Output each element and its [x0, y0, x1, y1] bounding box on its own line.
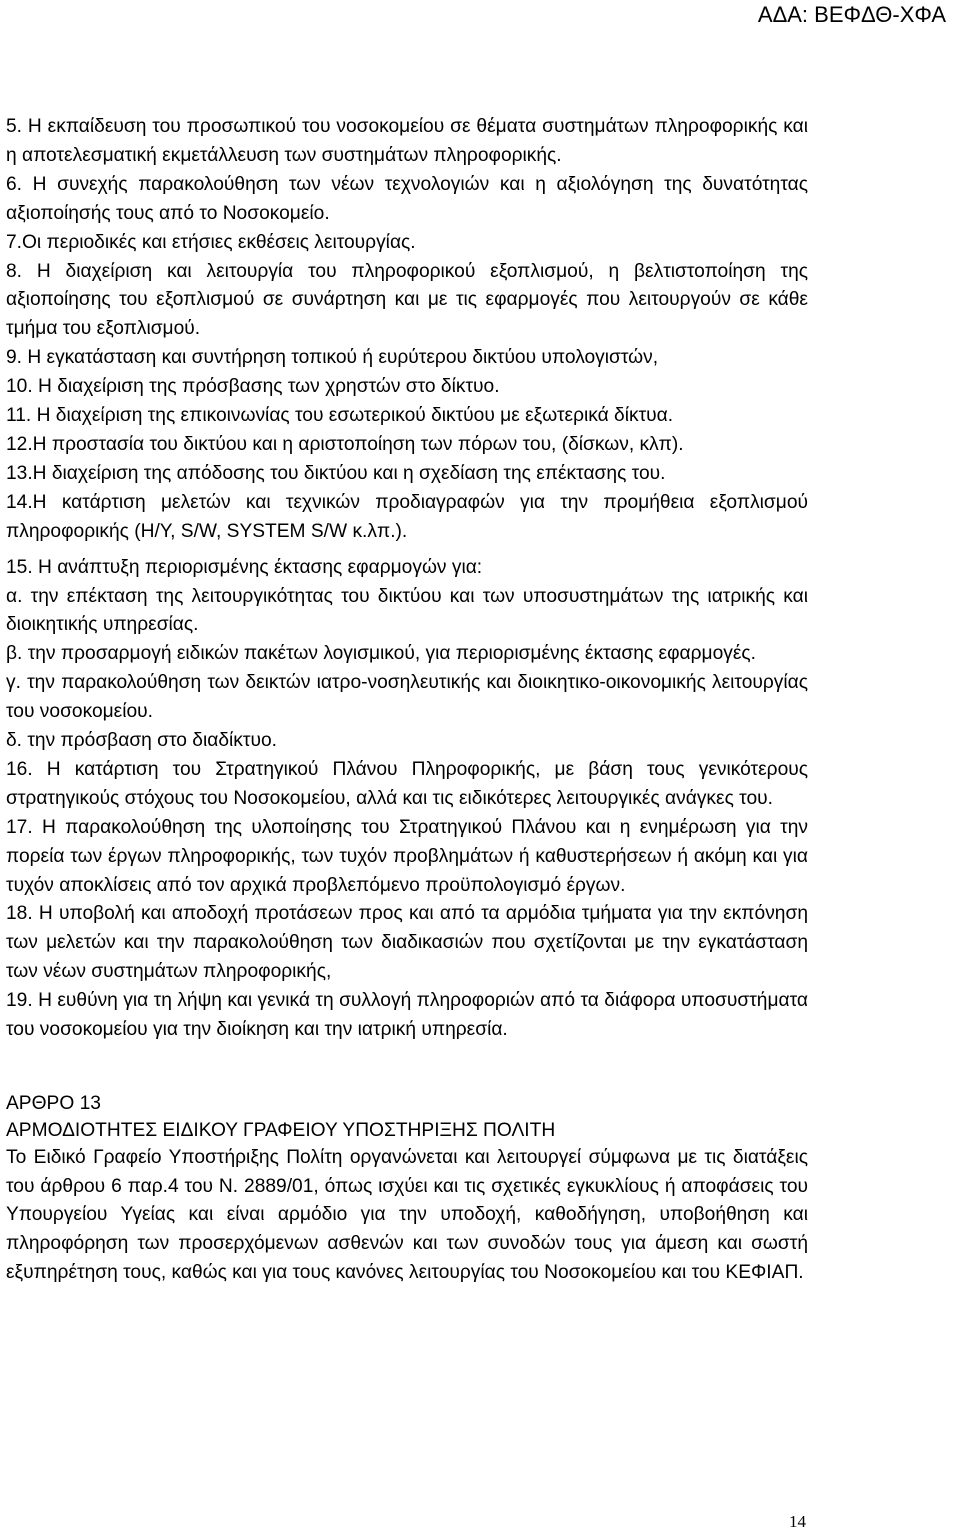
list-item: 19. Η ευθύνη για τη λήψη και γενικά τη συλλογή πληροφοριών από τα διάφορα υποσυστήματα του νοσοκομείου για την διοίκηση και την ιατρική υπηρεσία.: [6, 990, 808, 1041]
article-heading: ΑΡΘΡΟ 13: [6, 1093, 101, 1114]
list-item: 9. Η εγκατάσταση και συντήρηση τοπικού ή ευρύτερου δικτύου υπολογιστών,: [6, 347, 659, 369]
list-item: 18. Η υποβολή και αποδοχή προτάσεων προς και από τα αρμόδια τμήματα για την εκπόνηση των μελετών και την παρακολούθηση των διαδικασιών που σχετίζονται με την εγκατάσταση των νέων συστημάτων πληροφορικής,: [6, 903, 808, 983]
document-body: [6, 113, 808, 1288]
page-number: 14: [789, 1512, 806, 1531]
list-item: 15. Η ανάπτυξη περιορισμένης έκτασης εφαρμογών για:: [6, 556, 483, 578]
list-item: 7.Οι περιοδικές και ετήσιες εκθέσεις λειτουργίας.: [6, 231, 416, 253]
list-item: 14.Η κατάρτιση μελετών και τεχνικών προδιαγραφών για την προμήθεια εξοπλισμού πληροφορικής (Η/Υ, S/W, SYSTEM S/W κ.λπ.).: [6, 491, 808, 542]
list-item: 8. Η διαχείριση και λειτουργία του πληροφορικού εξοπλισμού, η βελτιστοποίηση της αξιοποίησης του εξοπλισμού σε συνάρτηση και με τις εφαρμογές που λειτουργούν σε κάθε τμήμα του εξοπλισμού.: [6, 260, 808, 340]
article-title: ΑΡΜΟΔΙΟΤΗΤΕΣ ΕΙΔΙΚΟΥ ΓΡΑΦΕΙΟΥ ΥΠΟΣΤΗΡΙΞΗΣ ΠΟΛΙΤΗ: [6, 1120, 556, 1141]
article-body: Το Ειδικό Γραφείο Υποστήριξης Πολίτη οργανώνεται και λειτουργεί σύμφωνα με τις διατάξεις του άρθρου 6 παρ.4 του Ν. 2889/01, όπως ισχύει και τις σχετικές εγκυκλίους ή αποφάσεις του Υπουργείου Υγείας και είναι αρμόδιο για την υποδοχή, καθοδήγηση, υποβοήθηση και πληροφόρηση των προσερχόμενων ασθενών και των συνοδών τους για άμεση και σωστή εξυπηρέτηση τους, καθώς και για τους κανόνες λειτουργίας του Νοσοκομείου και του ΚΕΦΙΑΠ.: [6, 1147, 808, 1283]
list-subitem: α. την επέκταση της λειτουργικότητας του δικτύου και των υποσυστημάτων της ιατρικής και διοικητικής υπηρεσίας.: [6, 585, 808, 636]
list-subitem: δ. την πρόσβαση στο διαδίκτυο.: [6, 730, 277, 752]
document-code-header: ΑΔΑ: ΒΕΦΔΘ-ΧΦΑ: [757, 2, 946, 27]
list-item: 6. Η συνεχής παρακολούθηση των νέων τεχνολογιών και η αξιολόγηση της δυνατότητας αξιοποίησής τους από το Νοσοκομείο.: [6, 173, 808, 224]
list-subitem: β. την προσαρμογή ειδικών πακέτων λογισμικού, για περιορισμένης έκτασης εφαρμογές.: [6, 643, 756, 665]
list-item: 17. Η παρακολούθηση της υλοποίησης του Στρατηγικού Πλάνου και η ενημέρωση για την πορεία των έργων πληροφορικής, των τυχόν προβλημάτων ή καθυστερήσεων ή ακόμη και για τυχόν αποκλίσεις από τον αρχικά προβλεπόμενο προϋπολογισμό έργων.: [6, 816, 808, 896]
list-subitem: γ. την παρακολούθηση των δεικτών ιατρο-νοσηλευτικής και διοικητικο-οικονομικής λειτουργίας του νοσοκομείου.: [6, 672, 808, 723]
list-item: 12.Η προστασία του δικτύου και η αριστοποίηση των πόρων του, (δίσκων, κλπ).: [6, 433, 684, 455]
list-item: 13.Η διαχείριση της απόδοσης του δικτύου και η σχεδίαση της επέκτασης του.: [6, 462, 666, 484]
article-section: [6, 1090, 808, 1144]
list-item: 16. Η κατάρτιση του Στρατηγικού Πλάνου Πληροφορικής, με βάση τους γενικότερους στρατηγικούς στόχους του Νοσοκομείου, αλλά και τις ειδικότερες λειτουργικές ανάγκες του.: [6, 758, 808, 809]
list-item: 10. Η διαχείριση της πρόσβασης των χρηστών στο δίκτυο.: [6, 376, 500, 398]
list-item: 11. Η διαχείριση της επικοινωνίας του εσωτερικού δικτύου με εξωτερικά δίκτυα.: [6, 405, 674, 427]
list-item: 5. Η εκπαίδευση του προσωπικού του νοσοκομείου σε θέματα συστημάτων πληροφορικής και η αποτελεσματική εκμετάλλευση των συστημάτων πληροφορικής.: [6, 116, 808, 166]
